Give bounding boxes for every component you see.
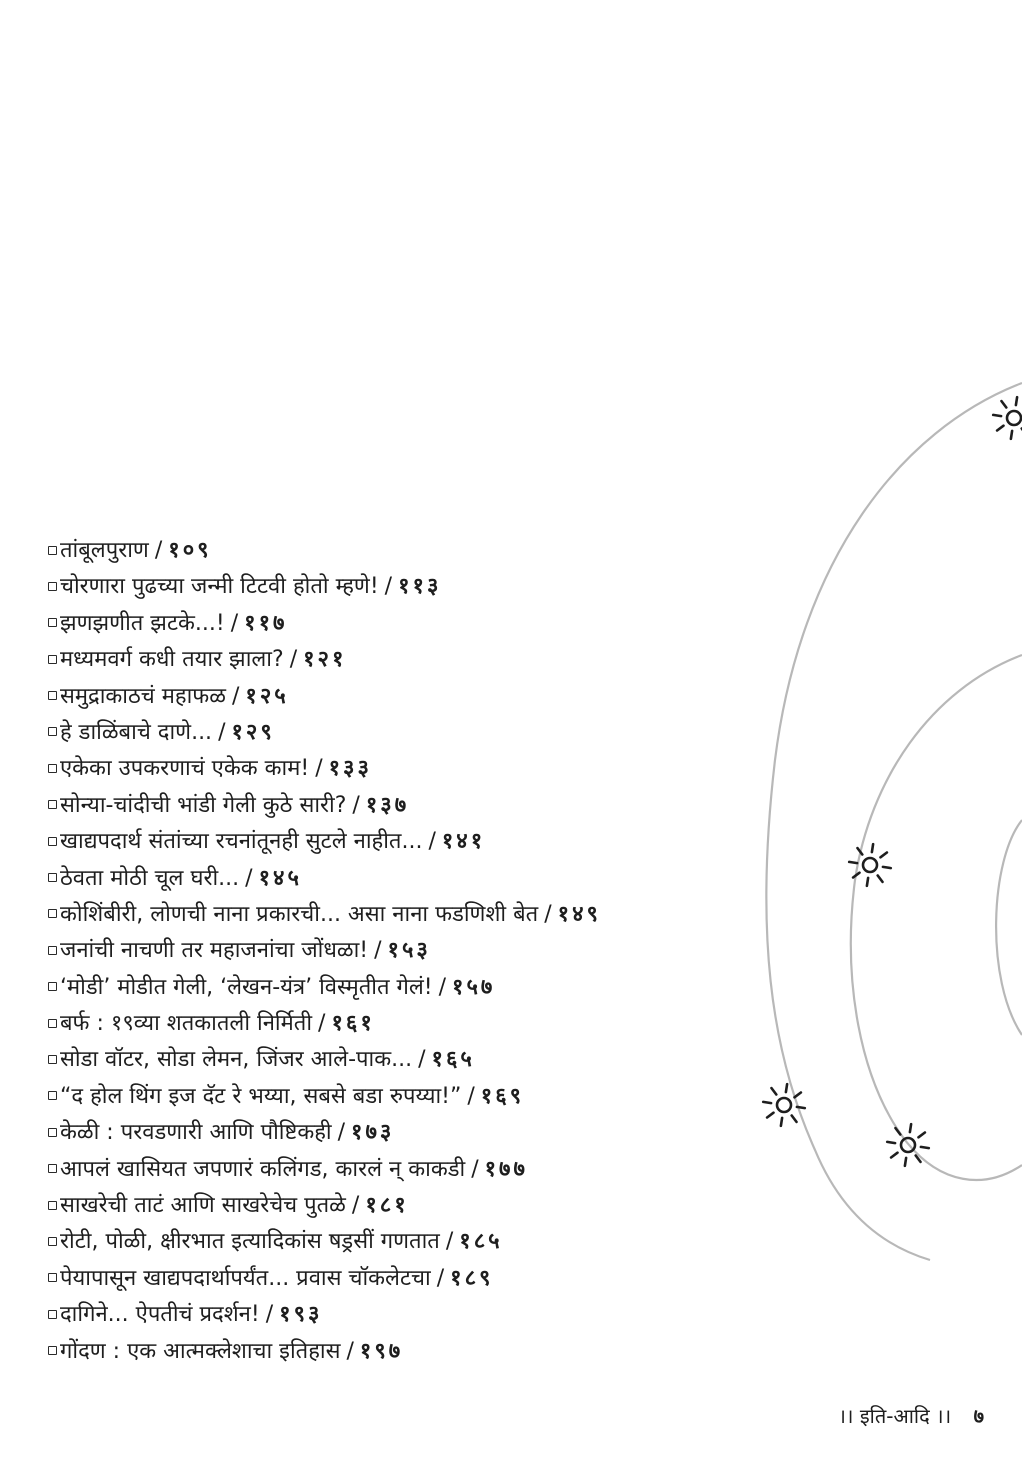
toc-page-number: १२१ (303, 647, 347, 673)
toc-entry (48, 1079, 601, 1115)
toc-page-number: १२५ (245, 683, 289, 709)
toc-separator: / (384, 574, 393, 600)
toc-entry (48, 606, 601, 642)
toc-page-number: १४५ (258, 865, 302, 891)
checkbox-bullet-icon (48, 1237, 57, 1246)
checkbox-bullet-icon (48, 1201, 57, 1210)
toc-page-number: १६१ (331, 1011, 375, 1037)
toc-entry (48, 715, 601, 751)
checkbox-bullet-icon (48, 1346, 57, 1355)
toc-separator: / (428, 829, 436, 855)
toc-separator: / (418, 1047, 426, 1073)
checkbox-bullet-icon (48, 691, 57, 700)
toc-title: हे डाळिंबाचे दाणे... (60, 719, 213, 745)
toc-separator: / (218, 719, 226, 745)
checkbox-bullet-icon (48, 546, 57, 555)
toc-separator: / (230, 610, 239, 636)
toc-title: सोन्या-चांदीची भांडी गेली कुठे सारी? (60, 792, 347, 818)
toc-separator: / (337, 1120, 346, 1146)
orbit-inner (996, 820, 1022, 1035)
toc-page-number: १३७ (365, 792, 410, 818)
sun-icon (763, 1084, 805, 1126)
toc-entry (48, 861, 601, 897)
toc-page-number: १५३ (387, 938, 431, 964)
toc-separator: / (315, 756, 323, 782)
toc-page-number: १३३ (328, 756, 372, 782)
checkbox-bullet-icon (48, 618, 57, 627)
toc-title: दागिने... ऐपतीचं प्रदर्शन! (60, 1302, 260, 1328)
toc-separator: / (231, 683, 240, 709)
toc-title: जनांची नाचणी तर महाजनांचा जोंधळा! (60, 938, 369, 964)
toc-title: एकेका उपकरणाचं एकेक काम! (60, 756, 310, 782)
toc-page-number: ११३ (398, 574, 442, 600)
checkbox-bullet-icon (48, 1128, 57, 1137)
toc-title: समुद्राकाठचं महाफळ (60, 683, 226, 709)
checkbox-bullet-icon (48, 764, 57, 773)
toc-page-number: १४९ (557, 901, 601, 927)
toc-title: सोडा वॉटर, सोडा लेमन, जिंजर आले-पाक... (60, 1047, 413, 1073)
toc-entry (48, 970, 601, 1006)
toc-separator: / (245, 865, 253, 891)
toc-page-number: १६५ (431, 1047, 475, 1073)
toc-page-number: १६९ (480, 1083, 525, 1109)
checkbox-bullet-icon (48, 837, 57, 846)
toc-entry (48, 569, 601, 605)
checkbox-bullet-icon (48, 1019, 57, 1028)
toc-page-number: १४१ (441, 829, 486, 855)
toc-title: आपलं खासियत जपणारं कलिंगड, कारलं न् काकडी (60, 1156, 466, 1182)
toc-title: तांबूलपुराण (60, 538, 149, 563)
toc-entry (48, 1334, 601, 1370)
toc-title: पेयापासून खाद्यपदार्थापर्यंत... प्रवास चॉकलेटचा (60, 1265, 431, 1291)
checkbox-bullet-icon (48, 1164, 57, 1173)
checkbox-bullet-icon (48, 1055, 57, 1064)
toc-separator: / (265, 1302, 274, 1328)
toc-title: कोशिंबीरी, लोणची नाना प्रकारची... असा नाना फडणिशी बेत (60, 901, 539, 927)
toc-separator: / (445, 1229, 454, 1255)
toc-separator: / (436, 1265, 445, 1291)
toc-page-number: ११७ (244, 610, 288, 636)
toc-separator: / (438, 974, 447, 1000)
toc-separator: / (346, 1338, 354, 1364)
toc-separator: / (471, 1156, 479, 1182)
toc-title: मध्यमवर्ग कधी तयार झाला? (60, 647, 284, 673)
toc-entry (48, 1042, 601, 1078)
checkbox-bullet-icon (48, 655, 57, 664)
toc-page-number: १७७ (484, 1156, 528, 1182)
toc-entry (48, 533, 601, 569)
orbit-outer (766, 383, 1022, 1260)
toc-entry (48, 897, 601, 933)
checkbox-bullet-icon (48, 982, 57, 991)
checkbox-bullet-icon (48, 873, 57, 882)
toc-entry (48, 1224, 601, 1260)
toc-entry (48, 642, 601, 678)
toc-entry (48, 679, 601, 715)
toc-entry (48, 1152, 601, 1188)
sun-icon (993, 397, 1022, 439)
toc-entry (48, 1297, 601, 1333)
toc-separator: / (351, 1193, 360, 1219)
toc-separator: / (374, 938, 382, 964)
running-title: ।। इति-आदि ।। (838, 1404, 952, 1428)
toc-entry (48, 1261, 601, 1297)
toc-page-number: १८९ (450, 1265, 494, 1291)
checkbox-bullet-icon (48, 909, 57, 918)
toc-entry (48, 1006, 601, 1042)
toc-title: ‘मोडी’ मोडीत गेली, ‘लेखन-यंत्र’ विस्मृतीत गेलं! (60, 974, 433, 1000)
toc-separator: / (289, 647, 298, 673)
toc-page-number: १०९ (168, 538, 212, 563)
checkbox-bullet-icon (48, 727, 57, 736)
toc-title: साखरेची ताटं आणि साखरेचेच पुतळे (60, 1193, 346, 1219)
toc-separator: / (544, 901, 552, 927)
toc-separator: / (154, 538, 163, 563)
checkbox-bullet-icon (48, 1310, 57, 1319)
toc-page-number: १२९ (231, 719, 275, 745)
page-footer (838, 1402, 984, 1429)
toc-page-number: १९३ (279, 1302, 323, 1328)
table-of-contents (48, 533, 601, 1370)
toc-entry (48, 933, 601, 969)
toc-separator: / (352, 792, 360, 818)
toc-title: रोटी, पोळी, क्षीरभात इत्यादिकांस षड्रसीं गणतात (60, 1229, 440, 1255)
toc-title: चोरणारा पुढच्या जन्मी टिटवी होतो म्हणे! (60, 574, 379, 600)
toc-title: ठेवता मोठी चूल घरी... (60, 865, 240, 891)
checkbox-bullet-icon (48, 582, 57, 591)
checkbox-bullet-icon (48, 946, 57, 955)
checkbox-bullet-icon (48, 1091, 57, 1100)
toc-separator: / (318, 1011, 326, 1037)
toc-page-number: १८१ (365, 1193, 409, 1219)
page-number: ७ (973, 1404, 984, 1428)
toc-title: झणझणीत झटके...! (60, 610, 225, 636)
toc-title: बर्फ : १९व्या शतकातली निर्मिती (60, 1011, 313, 1037)
checkbox-bullet-icon (48, 1273, 57, 1282)
toc-page-number: १५७ (452, 974, 496, 1000)
toc-page-number: १८५ (459, 1229, 503, 1255)
toc-entry (48, 1115, 601, 1151)
toc-page-number: १७३ (351, 1120, 395, 1146)
toc-title: खाद्यपदार्थ संतांच्या रचनांतूनही सुटले नाहीत... (60, 829, 423, 855)
toc-page-number: १९७ (359, 1338, 404, 1364)
toc-separator: / (467, 1083, 475, 1109)
toc-entry (48, 751, 601, 787)
toc-entry (48, 788, 601, 824)
toc-title: “द होल थिंग इज दॅट रे भय्या, सबसे बडा रुपय्या!” (60, 1083, 462, 1109)
toc-entry (48, 824, 601, 860)
checkbox-bullet-icon (48, 800, 57, 809)
toc-entry (48, 1188, 601, 1224)
toc-title: केळी : परवडणारी आणि पौष्टिकही (60, 1120, 332, 1146)
toc-title: गोंदण : एक आत्मक्लेशाचा इतिहास (60, 1338, 341, 1364)
